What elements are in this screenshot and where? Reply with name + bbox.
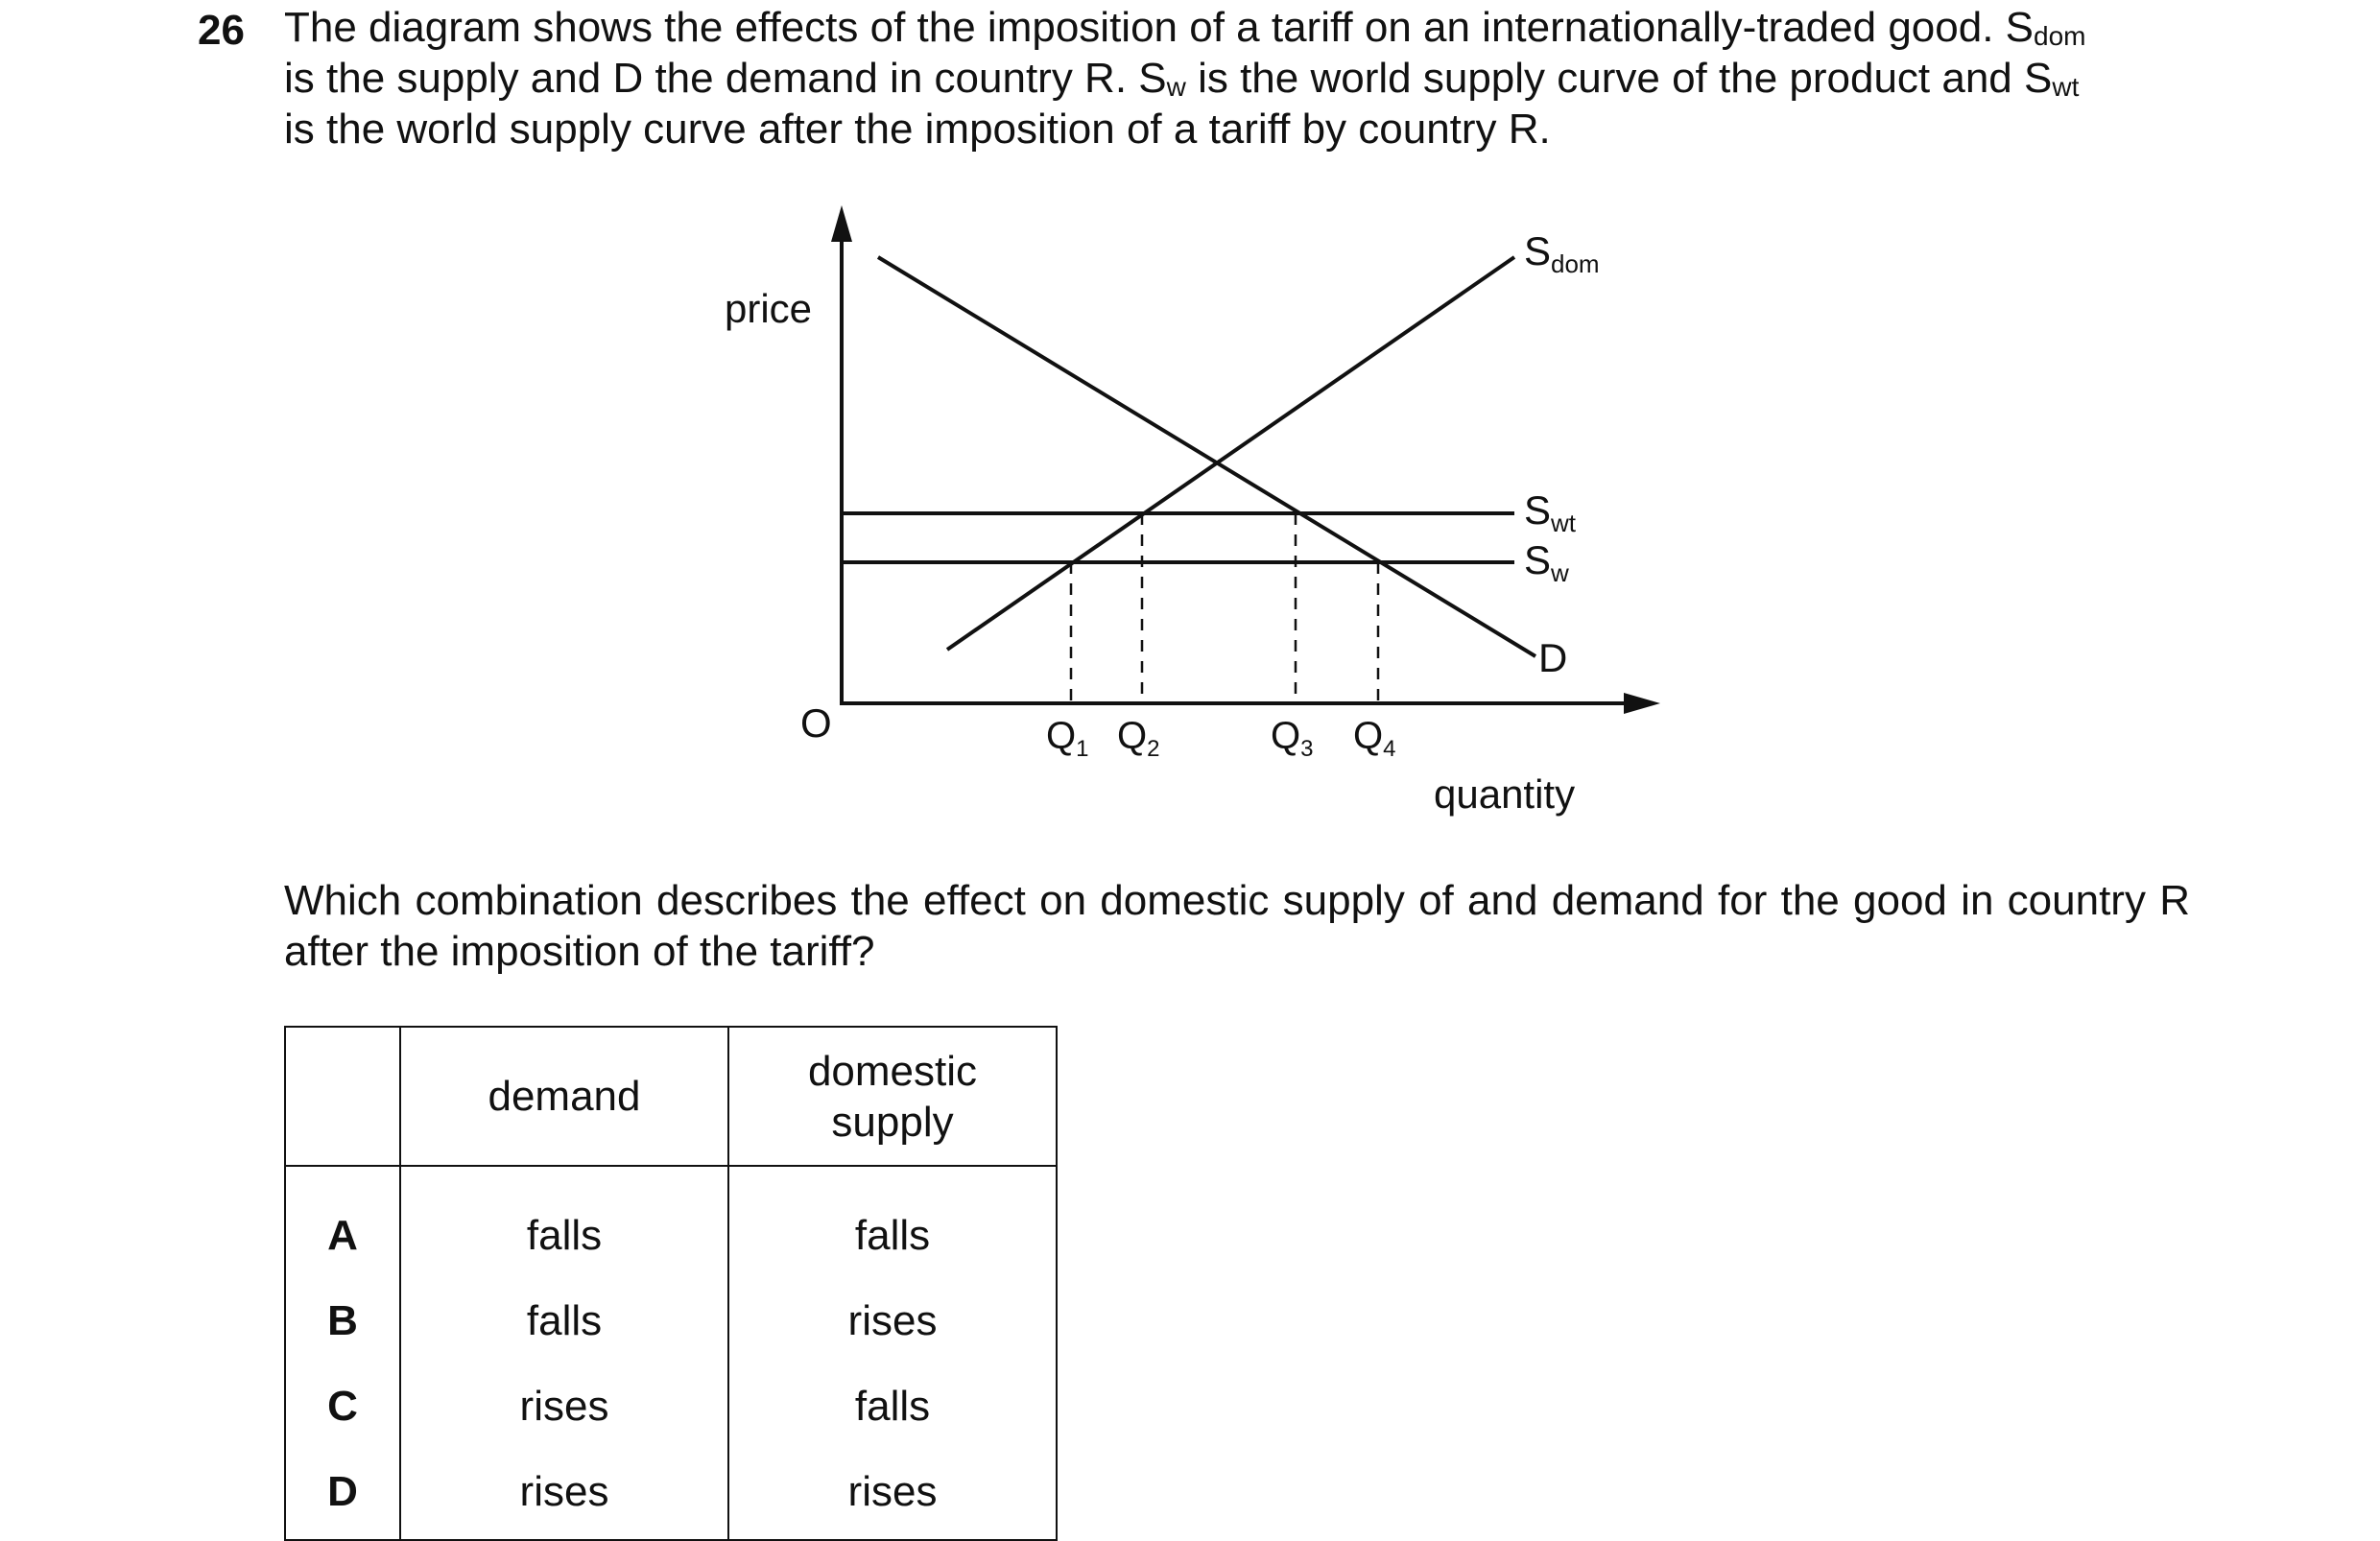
option-demand: rises — [400, 1363, 728, 1449]
demand-curve — [878, 257, 1535, 656]
option-letter: D — [285, 1449, 400, 1540]
q3-label — [1271, 715, 1313, 762]
question-number: 26 — [198, 7, 245, 54]
option-demand: falls — [400, 1278, 728, 1363]
q1-label-main: Q — [1046, 715, 1077, 757]
q1-label-sub: 1 — [1076, 736, 1089, 762]
d-label: D — [1538, 635, 1568, 680]
header-domestic-line2: supply — [831, 1098, 954, 1146]
origin-label: O — [800, 700, 832, 746]
question-prompt: Which combination describes the effect on domestic supply of and demand for the good in country R after the imposition of the tariff? — [284, 877, 2190, 975]
sdom-label — [1524, 228, 1600, 278]
option-supply: rises — [728, 1278, 1057, 1363]
q1-label — [1046, 715, 1088, 762]
x-axis-label: quantity — [1434, 771, 1576, 817]
q3-label-sub: 3 — [1300, 736, 1314, 762]
sw-label-main: S — [1524, 537, 1552, 582]
option-supply: falls — [728, 1363, 1057, 1449]
y-axis-arrowhead — [831, 205, 852, 242]
table-row[interactable] — [285, 1166, 1057, 1278]
q2-label-main: Q — [1117, 715, 1148, 757]
swt-label-sub: wt — [1551, 509, 1577, 537]
q3-label-main: Q — [1271, 715, 1301, 757]
sw-label — [1524, 537, 1569, 587]
sdom-label-main: S — [1524, 228, 1552, 273]
option-letter: B — [285, 1278, 400, 1363]
header-domestic-line1: domestic — [807, 1047, 978, 1095]
line1-text: The diagram shows the effects of the imposition of a tariff on an internationally-traded good. S — [284, 4, 2034, 51]
table-header-demand: demand — [400, 1027, 728, 1166]
question-line-3: is the world supply curve after the imposition of a tariff by country R. — [284, 106, 1551, 153]
sw-label-sub: w — [1551, 558, 1569, 587]
table-header-domestic-supply — [728, 1027, 1057, 1166]
table-row[interactable] — [285, 1278, 1057, 1363]
option-supply: falls — [728, 1166, 1057, 1278]
option-demand: rises — [400, 1449, 728, 1540]
q2-label-sub: 2 — [1147, 736, 1160, 762]
table-row[interactable] — [285, 1363, 1057, 1449]
table-row[interactable] — [285, 1449, 1057, 1540]
table-header-row — [285, 1027, 1057, 1166]
swt-label — [1524, 487, 1577, 537]
q4-label-main: Q — [1353, 715, 1384, 757]
q4-label-sub: 4 — [1383, 736, 1396, 762]
x-axis-arrowhead — [1624, 693, 1660, 714]
option-demand: falls — [400, 1166, 728, 1278]
line2-subscript-1: w — [1166, 72, 1186, 102]
answer-table — [284, 1026, 1058, 1541]
q2-label — [1117, 715, 1159, 762]
sdom-label-sub: dom — [1551, 249, 1600, 278]
line2-text-a: is the supply and D the demand in country R. S — [284, 55, 1167, 102]
table-header-corner — [285, 1027, 400, 1166]
option-supply: rises — [728, 1449, 1057, 1540]
option-letter: A — [285, 1166, 400, 1278]
y-axis-label: price — [725, 286, 813, 331]
swt-label-main: S — [1524, 487, 1552, 533]
line2-subscript-2: wt — [2052, 72, 2080, 102]
line1-subscript: dom — [2034, 21, 2086, 51]
q4-label — [1353, 715, 1395, 762]
line2-text-b: is the world supply curve of the product and S — [1185, 55, 2053, 102]
option-letter: C — [285, 1363, 400, 1449]
